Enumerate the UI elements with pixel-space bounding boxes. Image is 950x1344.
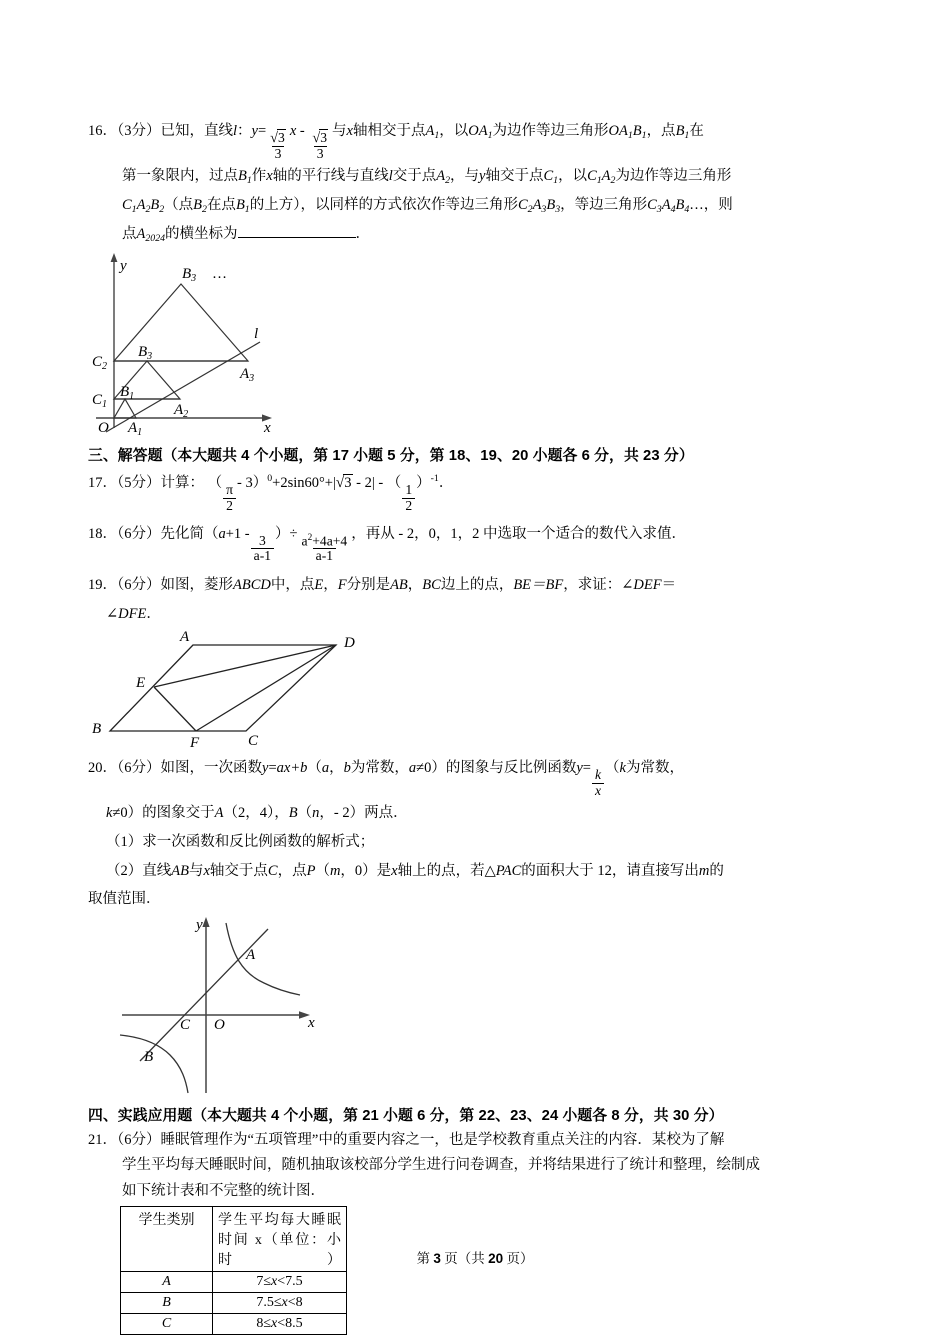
p20-eq2: = — [582, 760, 591, 777]
p16-OA1B1-b: B — [632, 123, 642, 139]
p19-BEBF: BE＝BF — [513, 576, 564, 593]
p18-f1n: 3 — [258, 533, 266, 549]
problem-21-number: 21 — [88, 1132, 103, 1149]
p20-Bcoord: （ — [297, 804, 313, 821]
p20-l2b: ≠0）的图象交于 — [112, 804, 215, 821]
table-cell-range-c — [213, 1313, 347, 1334]
p20-text-b: 为常数， — [350, 760, 409, 777]
figure16-label-C2: $C_2$ — [92, 354, 108, 373]
range-a-1: 7≤ — [256, 1273, 272, 1289]
p20-paren-k: （ — [605, 760, 620, 777]
p16-C1A2b: A — [601, 168, 611, 185]
range-c-x: x — [271, 1315, 278, 1331]
problem-19: 19．（6分）如图，菱形ABCD中，点E，F分别是AB，BC边上的点，BE＝BF，求证：∠DEF＝ — [88, 576, 677, 593]
p20-q2g: 轴上的点，若△ — [397, 862, 496, 879]
p17-plus: +2sin60°+| — [272, 475, 336, 492]
p16-C2s2: 3 — [541, 204, 547, 216]
p16-C3a: C — [647, 197, 657, 214]
p16-l3e: 在点 — [206, 197, 236, 214]
figure16-label-C1: $C_1$ — [92, 392, 108, 411]
footer-suffix: 页） — [506, 1251, 534, 1266]
p16-l2b: 作 — [251, 168, 267, 185]
p19-ABCD: ABCD — [233, 576, 271, 593]
p16-C3s1: 3 — [656, 204, 662, 216]
p17-exp-neg1: -1 — [430, 473, 439, 485]
table-cell-range-a — [213, 1271, 347, 1292]
p16-l2e: ，与 — [450, 168, 480, 185]
p17-frac-pi — [223, 483, 236, 513]
p18-a: a — [218, 526, 226, 543]
p16-l3g: ，等边三角形 — [560, 197, 648, 214]
table-cell-category-a — [121, 1271, 213, 1292]
sleep-statistics-table — [120, 1206, 347, 1335]
table-cell-category-b — [121, 1292, 213, 1313]
range-a-x: x — [271, 1273, 278, 1289]
p16-OA1B1-s2: 1 — [641, 129, 647, 141]
p18-frac-1 — [251, 534, 274, 564]
p20-av: a — [321, 760, 330, 777]
p16-line-l: l — [233, 123, 238, 139]
p16-sqrt3-b: 3 — [320, 130, 328, 146]
p20-q2h: 的面积大于 12，请直接写出 — [521, 862, 699, 879]
figure20-label-x: x — [308, 1015, 315, 1032]
p16-C1: C — [543, 168, 554, 185]
footer-mid: 页（共 — [444, 1251, 485, 1266]
p20-q2f: ，0）是 — [340, 862, 392, 879]
figure-problem-16 — [88, 250, 864, 435]
p18-plus1: +1 - — [225, 526, 250, 543]
p16-xaxis: x — [346, 123, 353, 139]
p19-c2: ， — [407, 576, 423, 593]
p16-A1: A — [425, 123, 435, 139]
p18-close: ）÷ — [275, 526, 298, 543]
p20-Cv: C — [267, 862, 278, 879]
problem-21-line3: 如下统计表和不完整的统计图． — [122, 1182, 325, 1199]
p16-l2d: 交于点 — [392, 168, 437, 185]
p16-B1c-sub: 1 — [244, 204, 250, 216]
p20-plusb: +b — [290, 760, 308, 777]
problem-16: 16．（3分）已知，直线l：y= $\frac{√3}{3}$ x - $\frac{√3}{3}$ 与x轴相交于点$A_1$，以$OA_1$为边作等边三角形$OA_1B_1$，点$B_1$在 — [88, 123, 704, 162]
p20-eq1: = — [268, 760, 277, 777]
figure16-label-A3: $A_3$ — [240, 366, 255, 385]
range-b-1: 7.5≤ — [256, 1294, 282, 1310]
p18-f2n — [299, 534, 351, 549]
p16-denom-b: 3 — [314, 146, 327, 161]
p16-l4b: 的横坐标为 — [165, 226, 238, 243]
p16-OA1B1-a: OA — [608, 123, 628, 139]
figure16-label-B1: $B_1$ — [120, 384, 135, 403]
p16-C2a: C — [517, 197, 528, 214]
p20-q2a: （2）直线 — [106, 862, 172, 879]
p16-l4a: 点 — [122, 226, 137, 243]
p16-l2h: 为边作等边三角形 — [615, 168, 732, 185]
p20-av2: a — [408, 760, 417, 777]
p17-sqrt-n: 3 — [344, 475, 352, 492]
figure16-label-B2: $B_3$ — [138, 344, 153, 363]
figure19-label-E: E — [136, 675, 146, 692]
p19-DFE: DFE — [118, 605, 147, 622]
p17-one: 1 — [405, 482, 413, 498]
p16-l2g: ，以 — [558, 168, 588, 185]
figure-19-svg — [88, 629, 378, 749]
p20-Pv: P — [306, 862, 316, 879]
problem-21-line2: 学生平均每天睡眠时间，随机抽取该校部分学生进行问卷调查，并将结果进行了统计和整理，绘制成 — [122, 1157, 760, 1174]
figure20-label-O: O — [214, 1017, 225, 1034]
p16-l2: l — [388, 168, 393, 185]
p16-C1-sub: 1 — [553, 175, 559, 187]
p19-DEF: DEF — [633, 576, 662, 593]
p20-y2: y — [576, 760, 583, 777]
p16-frac-2: $\frac{√3}{3}$ — [312, 130, 328, 162]
figure19-label-F: F — [190, 735, 200, 750]
figure-problem-19 — [88, 629, 864, 749]
p16-denom-a: 3 — [272, 146, 285, 161]
problem-19-score: （6分） — [117, 576, 161, 593]
p16-l4c: ． — [355, 226, 371, 243]
table-row — [121, 1271, 347, 1292]
section-four-heading: 四、实践应用题（本大题共 4 个小题，第 21 小题 6 分，第 22、23、24 小题各 8 分，共 30 分） — [88, 1108, 724, 1125]
p16-eq: = — [257, 123, 267, 139]
problem-18: 18．（6分）先化简（a+1 - $\frac{3}{a-1}$ ）÷ $\frac{a^2+4a+4}{a-1}$ ，再从 - 2，0，1，2 中选取一个适合的数代入求值． — [88, 526, 686, 564]
p16-text-g: ，点 — [646, 123, 676, 139]
p16-text-d: 轴相交于点 — [352, 123, 426, 139]
p20-mv2: m — [698, 862, 710, 879]
p16-OA1-sub: 1 — [487, 129, 493, 141]
p16-text-e: ，以 — [439, 123, 469, 139]
p19-BC: BC — [422, 576, 441, 593]
problem-20-number: 20 — [88, 760, 103, 777]
cat-c: C — [161, 1315, 172, 1331]
figure16-label-O: O — [98, 420, 109, 436]
p18-f2d: a-1 — [313, 548, 336, 563]
p16-C3b: A — [661, 197, 671, 214]
p20-Bpt: B — [288, 804, 298, 821]
figure-16-svg — [88, 250, 298, 435]
problem-19-number: 19 — [88, 576, 103, 593]
p21-line1: 睡眠管理作为“五项管理”中的重要内容之一，也是学校教育重点关注的内容．某校为了解 — [160, 1132, 725, 1149]
p16-with: 与 — [332, 123, 347, 139]
p16-B1b-sub: 1 — [246, 175, 252, 187]
range-a-2: <7.5 — [277, 1273, 303, 1289]
p20-q2c: 轴交于点 — [209, 862, 268, 879]
p20-Acoord: （2，4） — [223, 804, 275, 821]
p20-neq: ≠0） — [416, 760, 446, 777]
p16-l3b: A — [136, 197, 146, 214]
figure19-label-D: D — [344, 635, 355, 652]
cat-b: B — [162, 1294, 171, 1310]
p19-period: ． — [146, 605, 161, 622]
triangle-C2A3B3 — [114, 284, 248, 361]
figure19-label-A: A — [180, 629, 190, 646]
p16-l3c: B — [150, 197, 160, 214]
p16-B2: B — [193, 197, 203, 214]
p16-l3a: C — [122, 197, 132, 214]
p20-comma: ， — [274, 804, 289, 821]
p16-OA1B1-s1: 1 — [627, 129, 633, 141]
problem-21: 21．（6分）睡眠管理作为“五项管理”中的重要内容之一，也是学校教育重点关注的内容．某校为了解 — [88, 1132, 725, 1149]
y-axis-arrow — [202, 917, 209, 927]
cat-a: A — [162, 1273, 171, 1289]
segment-ED — [154, 645, 336, 687]
p19-text-c: 分别是 — [346, 576, 391, 593]
p16-l3h: …，则 — [689, 197, 733, 214]
problem-18-score: （6分） — [117, 526, 161, 543]
segment-EF — [154, 687, 196, 731]
p16-C3c: B — [675, 197, 685, 214]
figure16-label-B3: $B_3$ — [182, 266, 197, 285]
figure20-label-C: C — [180, 1017, 191, 1034]
page-content — [88, 118, 864, 1335]
p16-text-a: 已知，直线 — [160, 123, 233, 139]
p16-B1c: B — [235, 197, 245, 214]
p16-l2a: 第一象限内，过点 — [122, 168, 238, 185]
range-c-2: <8.5 — [277, 1315, 303, 1331]
footer-page-number: 3 — [433, 1251, 441, 1266]
section-three-heading: 三、解答题（本大题共 4 个小题，第 17 小题 5 分，第 18、19、20 小题各 6 分，共 23 分） — [88, 448, 694, 465]
p16-C2b: A — [532, 197, 542, 214]
problem-17: 17．（5分）计算： （ $\frac{\pi}{2}$ - 3）$^0$+2sin60°+|√3 - 2| - （ $\frac{1}{2}$ ）$^{-1}$． — [88, 469, 864, 513]
p20-PAC: PAC — [495, 862, 522, 879]
problem-20-line2 — [88, 800, 864, 827]
p16-l3f: 的上方），以同样的方式依次作等边三角形 — [249, 197, 518, 214]
problem-20-q2 — [88, 858, 864, 885]
p18-f2n-a: a — [301, 533, 308, 549]
header-range-line2: 时间 x（单位：小 — [218, 1232, 341, 1248]
p20-q2b: 与 — [188, 862, 204, 879]
page-footer — [0, 1247, 950, 1267]
y-axis-arrow — [111, 253, 118, 262]
table-cell-category-c — [121, 1313, 213, 1334]
p16-colon: ： — [237, 123, 252, 139]
p19-eq: ＝ — [661, 576, 677, 593]
p20-xv2: x — [391, 862, 398, 879]
p17-period: ． — [438, 475, 454, 492]
p16-A2: A — [436, 168, 446, 185]
p17-abs-tail: - 2| - （ — [356, 475, 402, 492]
p16-text-f: 为边作等边三角形 — [492, 123, 609, 139]
answer-blank-16[interactable] — [238, 225, 356, 238]
p16-OA1: OA — [468, 123, 488, 139]
p20-ax: ax — [276, 760, 291, 777]
p20-xd: x — [594, 782, 602, 798]
table-row — [121, 1292, 347, 1313]
problem-16-number: 16 — [88, 123, 103, 139]
p20-frac-kx — [592, 768, 604, 798]
p19-F: F — [337, 576, 347, 593]
p20-paren-a: （ — [307, 760, 322, 777]
problem-16-line2 — [88, 163, 864, 190]
p16-A2-sub: 2 — [445, 175, 451, 187]
p20-mv: m — [329, 862, 341, 879]
p19-text-a: 如图，菱形 — [160, 576, 233, 593]
figure19-label-B: B — [92, 721, 102, 738]
header-range-line1: 学生平均每大睡眠 — [218, 1212, 341, 1228]
p20-text-a: 如图，一次函数 — [160, 760, 262, 777]
p20-Apt: A — [214, 804, 224, 821]
p18-f1d: a-1 — [251, 548, 274, 563]
figure20-label-B: B — [144, 1049, 154, 1066]
p19-text-e: ，求证：∠ — [563, 576, 634, 593]
problem-20-q1: （1）求一次函数和反比例函数的解析式； — [106, 833, 375, 850]
figure16-label-dots: … — [212, 266, 227, 283]
p17-two-b: 2 — [402, 498, 415, 513]
p16-l2c: 轴的平行线与直线 — [272, 168, 389, 185]
p18-frac-2 — [299, 534, 351, 564]
p20-kn: k — [594, 767, 602, 783]
p16-C2c: B — [546, 197, 556, 214]
range-c-1: 8≤ — [256, 1315, 272, 1331]
p16-C3s3: 4 — [684, 204, 690, 216]
p17-exp0: 0 — [267, 473, 273, 485]
p20-c1: ， — [329, 760, 344, 777]
p20-nvar: n — [312, 804, 320, 821]
p17-pi: π — [226, 482, 234, 498]
hyperbola-branch-2 — [120, 1035, 188, 1093]
problem-16-score: （3分） — [117, 123, 161, 139]
p16-x2: x — [266, 168, 273, 185]
p16-xvar: x — [289, 123, 297, 139]
problem-20: 20．（6分）如图，一次函数y=ax+b（a，b为常数，a≠0）的图象与反比例函数y= $\frac{k}{x}$ （k为常数， — [88, 760, 684, 798]
figure16-label-A1: $A_1$ — [128, 420, 143, 436]
p17-paren-open: （ — [207, 475, 223, 492]
p17-two: 2 — [223, 498, 236, 513]
footer-total-pages: 20 — [488, 1251, 504, 1266]
figure-20-svg — [118, 915, 348, 1095]
p16-frac-1: $\frac{√3}{3}$ — [270, 130, 285, 162]
header-range-line3: 时） — [218, 1252, 341, 1268]
problem-21-score: （6分） — [117, 1132, 161, 1149]
figure16-label-y: y — [120, 258, 127, 275]
p16-l3s1: 1 — [131, 204, 137, 216]
figure20-label-y: y — [196, 917, 203, 934]
segment-FD — [196, 645, 336, 731]
problem-17-score: （5分） — [117, 475, 161, 492]
p16-C2s1: 2 — [527, 204, 533, 216]
p16-l3d: （点 — [164, 197, 194, 214]
p16-B2-sub: 2 — [202, 204, 207, 216]
p19-AB: AB — [390, 576, 408, 593]
problem-18-number: 18 — [88, 526, 103, 543]
p19-E: E — [314, 576, 324, 593]
problem-19-line2 — [88, 601, 864, 628]
p17-frac-half — [402, 483, 415, 513]
p16-A2024-sub: 2024 — [145, 233, 166, 245]
p16-l3s3: 2 — [159, 204, 165, 216]
p18-text-b: ，再从 - 2，0，1，2 中选取一个适合的数代入求值． — [351, 526, 686, 543]
range-b-x: x — [281, 1294, 288, 1310]
p16-B1: B — [675, 123, 685, 139]
p16-B1b: B — [238, 168, 247, 185]
p16-minus: - — [299, 123, 305, 139]
figure16-label-x: x — [264, 420, 271, 436]
p16-text-h: 在 — [689, 123, 704, 139]
p20-q2e: （ — [315, 862, 330, 879]
p18-text-a: 先化简（ — [160, 526, 219, 543]
p19-text-b: 中，点 — [270, 576, 315, 593]
figure16-label-l: l — [254, 326, 259, 343]
problem-17-number: 17 — [88, 475, 103, 492]
p17-paren-close: ） — [416, 475, 431, 492]
p19-c1: ， — [323, 576, 338, 593]
problem-20-score: （6分） — [117, 760, 161, 777]
p17-sqrt: √3 — [335, 474, 352, 492]
p18-f2n-b: +4a+4 — [312, 533, 348, 549]
table-row — [121, 1313, 347, 1334]
problem-20-q2-cont: 取值范围． — [88, 891, 161, 908]
p20-l2k: k — [106, 804, 113, 821]
footer-prefix: 第 — [416, 1251, 430, 1266]
p16-sqrt3-a: 3 — [278, 130, 285, 146]
p16-C1A2s1: 1 — [596, 175, 602, 187]
p20-text-c: 的图象与反比例函数 — [445, 760, 577, 777]
p16-l3s2: 2 — [145, 204, 151, 216]
p20-q2d: ，点 — [277, 862, 307, 879]
p20-q2i: 的 — [709, 862, 724, 879]
p17-label: 计算： — [160, 475, 204, 492]
p16-A2024: A — [136, 226, 146, 243]
figure20-label-A: A — [246, 947, 256, 964]
p20-Bcoord2: ，- 2）两点． — [319, 804, 408, 821]
table-header-category: 学生类别 — [121, 1206, 213, 1271]
figure16-label-A2: $A_2$ — [174, 402, 189, 421]
p20-text-d: 为常数， — [625, 760, 684, 777]
figure19-label-C: C — [248, 733, 259, 750]
p16-C1A2s2: 2 — [610, 175, 616, 187]
p16-B1-sub: 1 — [684, 129, 690, 141]
p20-ABv: AB — [171, 862, 189, 879]
p20-y1: y — [262, 760, 269, 777]
p18-f2n-sup: 2 — [307, 532, 313, 543]
p19-text-d: 边上的点， — [440, 576, 514, 593]
p16-C3s2: 4 — [670, 204, 676, 216]
p16-A1-sub: 1 — [434, 129, 440, 141]
p16-C1A2a: C — [587, 168, 597, 185]
p16-l2f: 轴交于点 — [485, 168, 544, 185]
range-b-2: <8 — [287, 1294, 303, 1310]
p19-angle2: ∠ — [106, 605, 119, 622]
figure-problem-20 — [118, 915, 864, 1095]
p20-bv: b — [343, 760, 351, 777]
p17-minus3: - 3） — [237, 475, 268, 492]
p16-y2: y — [479, 168, 486, 185]
p16-C2s3: 3 — [555, 204, 561, 216]
p20-xv: x — [203, 862, 210, 879]
problem-16-line3 — [88, 192, 864, 219]
table-cell-range-b — [213, 1292, 347, 1313]
p16-y: y — [251, 123, 258, 139]
problem-16-line4 — [88, 221, 864, 248]
p20-kv: k — [619, 760, 626, 777]
